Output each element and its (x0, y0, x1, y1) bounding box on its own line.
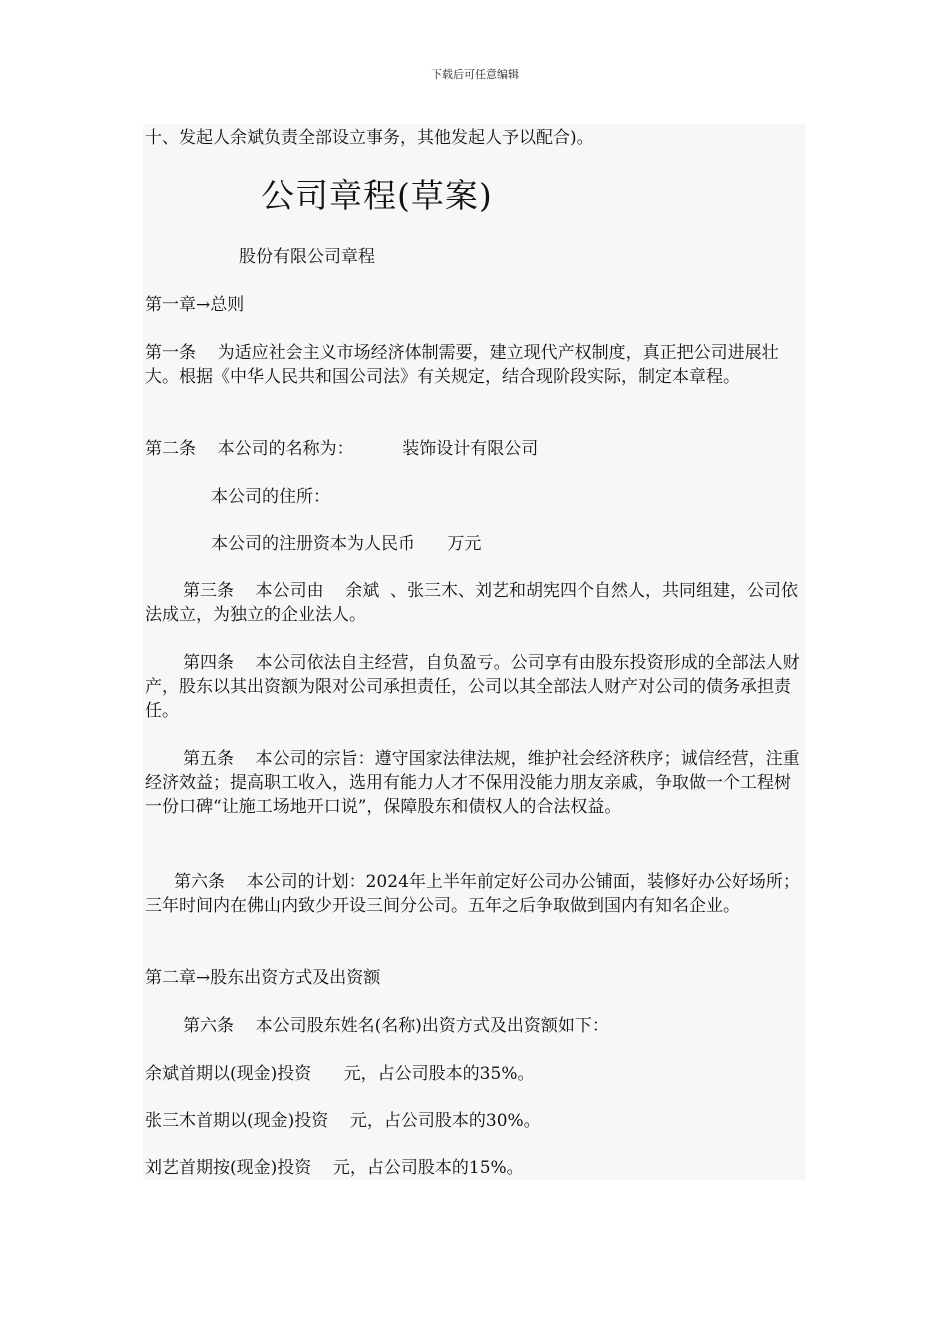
document-subtitle: 股份有限公司章程 (239, 247, 375, 267)
intro-paragraph: 十、发起人余斌负责全部设立事务，其他发起人予以配合)。 (145, 128, 594, 148)
article-2: 第二条 本公司的名称为： 装饰设计有限公司 (145, 439, 539, 459)
registered-capital: 本公司的注册资本为人民币 万元 (211, 534, 482, 554)
article-5: 第五条 本公司的宗旨：遵守国家法律法规，维护社会经济秩序；诚信经营，注重经济效益；提高职工收入，选用有能力人才不保用没能力朋友亲戚，争取做一个工程树一份口碑“让施工场地开口说”，保障股东和债权人的合法权益。 (145, 749, 800, 817)
article-6: 第六条 本公司的计划：2024年上半年前定好公司办公铺面，装修好办公好场所；三年时间内在佛山内致少开设三间分公司。五年之后争取做到国内有知名企业。 (145, 872, 800, 916)
investor-3: 刘艺首期按(现金)投资 元，占公司股本的15%。 (145, 1158, 524, 1178)
document-title: 公司章程(草案) (261, 176, 493, 215)
company-address: 本公司的住所： (211, 487, 330, 507)
investor-1: 余斌首期以(现金)投资 元，占公司股本的35%。 (145, 1064, 535, 1084)
article-3: 第三条 本公司由 余斌 、张三木、刘艺和胡宪四个自然人，共同组建，公司依法成立，为独立的企业法人。 (145, 581, 799, 625)
page-header-note: 下载后可任意编辑 (431, 68, 519, 81)
article-1: 第一条 为适应社会主义市场经济体制需要，建立现代产权制度，真正把公司进展壮大。根据《中华人民共和国公司法》有关规定，结合现阶段实际，制定本章程。 (145, 343, 779, 387)
article-4: 第四条 本公司依法自主经营，自负盈亏。公司享有由股东投资形成的全部法人财产，股东以其出资额为限对公司承担责任，公司以其全部法人财产对公司的债务承担责任。 (145, 653, 800, 721)
investor-2: 张三木首期以(现金)投资 元，占公司股本的30%。 (145, 1111, 541, 1131)
document-body (143, 124, 806, 1180)
chapter-1-heading: 第一章→总则 (145, 295, 245, 315)
chapter-2-heading: 第二章→股东出资方式及出资额 (145, 968, 381, 988)
article-6-contributions: 第六条 本公司股东姓名(名称)出资方式及出资额如下： (183, 1016, 609, 1036)
